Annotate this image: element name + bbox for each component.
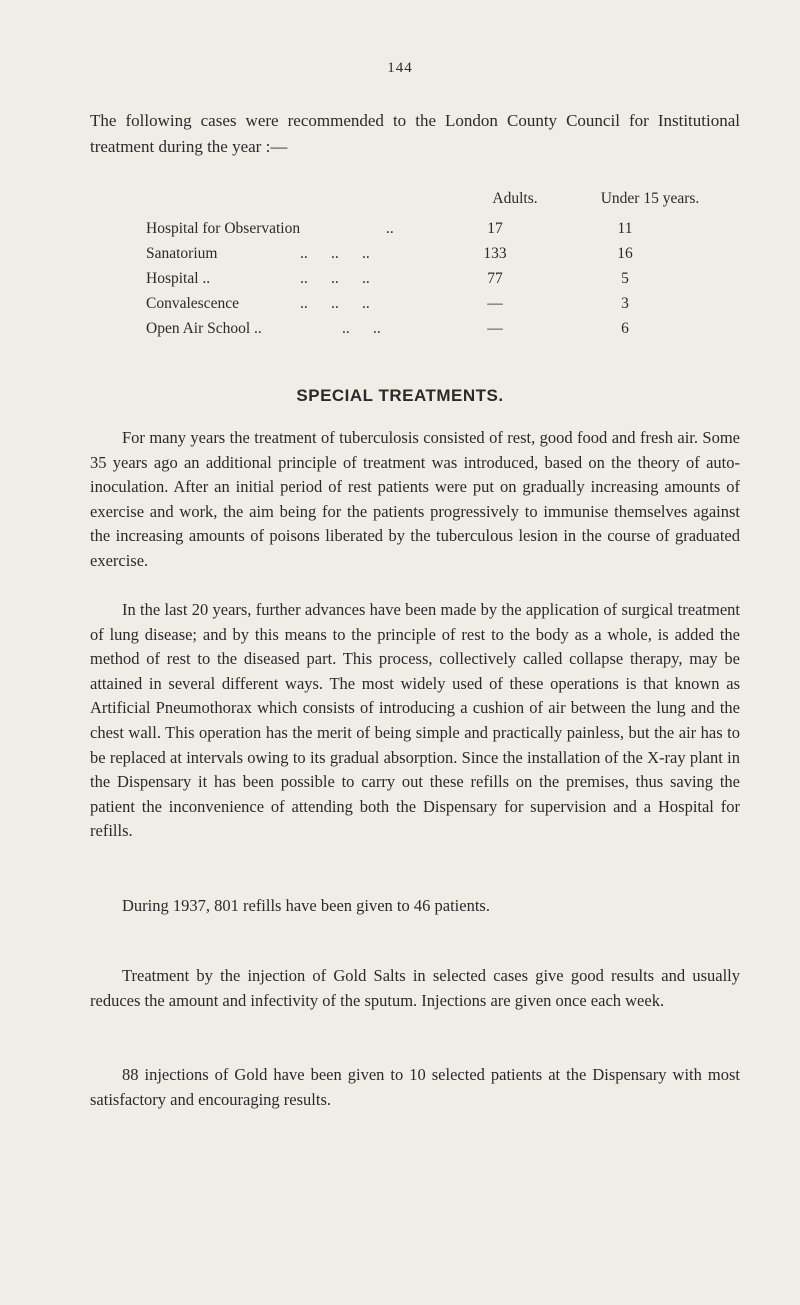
cases-table (130, 190, 750, 345)
paragraph-refills: During 1937, 801 refills have been given to 46 patients. (122, 896, 490, 915)
row-label: Sanatorium (146, 245, 218, 262)
row-label: Convalescence (146, 295, 239, 312)
page-number: 144 (387, 60, 413, 76)
row-label: Hospital .. (146, 270, 211, 287)
row-adults-value: 17 (487, 220, 503, 237)
row-leaders: .. (386, 220, 394, 237)
section-heading: SPECIAL TREATMENTS. (296, 386, 504, 405)
column-header-under-15: Under 15 years. (600, 190, 700, 207)
row-under-15-value: 11 (617, 220, 633, 237)
table-header-row (130, 190, 750, 215)
row-under-15-value: 5 (621, 270, 629, 287)
column-header-adults: Adults. (492, 190, 538, 207)
table-row (130, 220, 750, 245)
row-leaders: .. .. (342, 320, 381, 337)
table-row (130, 295, 750, 320)
table-row (130, 320, 750, 345)
row-under-15-value: 6 (621, 320, 629, 337)
paragraph-rest-treatment: For many years the treatment of tuberculosis consisted of rest, good food and fresh air. Some 35 years ago an additional principle of treatment was introduced, based on the theory of auto-inoculation. After an initial period of rest patients were put on gradually increasing amounts of exercise and work, the aim being for the patients progressively to immunise themselves against the increasing amounts of poisons liberated by the tuberculous lesion in the course of graduated exercise. (90, 428, 740, 570)
paragraph-collapse-therapy: In the last 20 years, further advances have been made by the application of surgical treatment of lung disease; and by this means to the principle of rest to the body as a whole, is added the method of rest to the diseased part. This process, collectively called collapse therapy, may be attained in several different ways. The most widely used of these operations is that known as Artificial Pneumothorax which consists of introducing a cushion of air between the lung and the chest wall. This operation has the merit of being simple and practically painless, but the air has to be replaced at intervals owing to its gradual absorption. Since the installation of the X-ray plant in the Dispensary it has been possible to carry out these refills on the premises, thus saving the patient the inconvenience of attending both the Dispensary for supervision and a Hospital for refills. (90, 600, 740, 841)
table-row (130, 245, 750, 270)
row-adults-value: — (487, 295, 503, 312)
row-leaders: .. .. .. (300, 245, 370, 262)
row-label: Open Air School .. (146, 320, 262, 337)
intro-paragraph: The following cases were recommended to the London County Council for Institutional treatment during the year :— (90, 111, 740, 156)
paragraph-gold-injections: 88 injections of Gold have been given to 10 selected patients at the Dispensary with most satisfactory and encouraging results. (90, 1065, 740, 1109)
row-adults-value: 77 (487, 270, 503, 287)
row-under-15-value: 16 (617, 245, 633, 262)
row-adults-value: 133 (483, 245, 507, 262)
table-row (130, 270, 750, 295)
row-leaders: .. .. .. (300, 270, 370, 287)
row-adults-value: — (487, 320, 503, 337)
row-leaders: .. .. .. (300, 295, 370, 312)
row-label: Hospital for Observation (146, 220, 301, 237)
row-under-15-value: 3 (621, 295, 629, 312)
paragraph-gold-salts: Treatment by the injection of Gold Salts in selected cases give good results and usually reduces the amount and infectivity of the sputum. Injections are given once each week. (90, 966, 740, 1010)
